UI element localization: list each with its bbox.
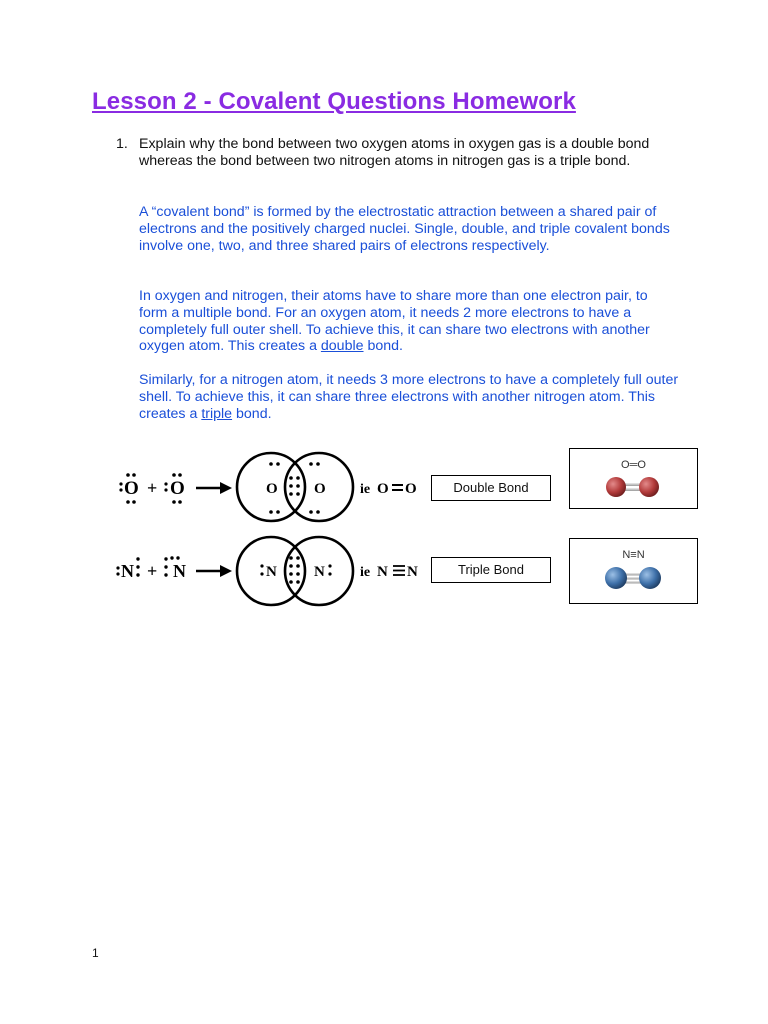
nitrogen-arrow bbox=[196, 565, 232, 577]
svg-text:N: N bbox=[377, 564, 388, 580]
nitrogen-overlap-circles bbox=[237, 537, 353, 605]
page-number: 1 bbox=[92, 946, 99, 960]
question-number: 1. bbox=[116, 136, 128, 152]
nitrogen-model-label: N≡N bbox=[622, 549, 645, 561]
answer-paragraph-2 bbox=[139, 288, 679, 355]
answer-p3-end: bond. bbox=[232, 405, 272, 422]
svg-text:O: O bbox=[124, 478, 139, 499]
svg-text:N: N bbox=[314, 564, 325, 580]
answer-p2-end: bond. bbox=[363, 338, 403, 355]
question-text: Explain why the bond between two oxygen atoms in oxygen gas is a double bond whereas the bond between two nitrogen atoms in nitrogen gas is a triple bond. bbox=[139, 136, 650, 169]
svg-text:ie: ie bbox=[360, 565, 371, 580]
oxygen-molecule-model bbox=[569, 448, 698, 509]
nitrogen-formula bbox=[360, 564, 418, 580]
oxygen-lewis-right bbox=[164, 473, 184, 504]
svg-text:N: N bbox=[173, 561, 186, 581]
svg-text:ie: ie bbox=[360, 482, 371, 497]
question-1 bbox=[116, 136, 676, 170]
double-underlined: double bbox=[320, 338, 364, 355]
oxygen-overlap-circles bbox=[237, 453, 353, 521]
triple-bond-label: Triple Bond bbox=[431, 557, 551, 583]
nitrogen-lewis-left bbox=[116, 557, 139, 581]
svg-text:O: O bbox=[377, 481, 389, 497]
svg-text:N: N bbox=[407, 564, 418, 580]
answer-p3-text: Similarly, for a nitrogen atom, it needs 3 more electrons to have a completely full outer shell. To achieve this, it can share three electrons with another nitrogen atom. This creates a bbox=[139, 372, 679, 422]
svg-text:O: O bbox=[266, 481, 278, 497]
triple-underlined: triple bbox=[201, 405, 233, 422]
oxygen-lewis-left bbox=[119, 473, 138, 504]
svg-text:N: N bbox=[266, 564, 277, 580]
nitrogen-plus: + bbox=[147, 561, 158, 581]
page-title: Lesson 2 - Covalent Questions Homework bbox=[92, 88, 576, 115]
answer-paragraph-3 bbox=[139, 372, 679, 422]
svg-text:O: O bbox=[170, 478, 185, 499]
answer-paragraph-1: A “covalent bond” is formed by the electrostatic attraction between a shared pair of electrons and the positively charged nuclei. Single, double, and triple covalent bonds involve one, two, and three shared pairs of electrons respectively. bbox=[139, 204, 670, 254]
answer-p2-text: In oxygen and nitrogen, their atoms have to share more than one electron pair, to form a multiple bond. For an oxygen atom, it needs 2 more electrons to have a completely full outer shell. To achieve this, it can share two electrons with another oxygen atom. This creates a bbox=[139, 288, 650, 355]
oxygen-formula bbox=[360, 481, 417, 497]
nitrogen-balls-icon bbox=[570, 539, 697, 603]
double-bond-label: Double Bond bbox=[431, 475, 551, 501]
oxygen-balls-icon bbox=[570, 449, 697, 508]
svg-text:N: N bbox=[121, 561, 134, 581]
oxygen-arrow bbox=[196, 482, 232, 494]
oxygen-model-label: O═O bbox=[621, 459, 646, 471]
nitrogen-molecule-model bbox=[569, 538, 698, 604]
oxygen-plus: + bbox=[147, 478, 158, 498]
nitrogen-lewis-right bbox=[164, 556, 186, 581]
svg-text:O: O bbox=[405, 481, 417, 497]
svg-text:O: O bbox=[314, 481, 326, 497]
